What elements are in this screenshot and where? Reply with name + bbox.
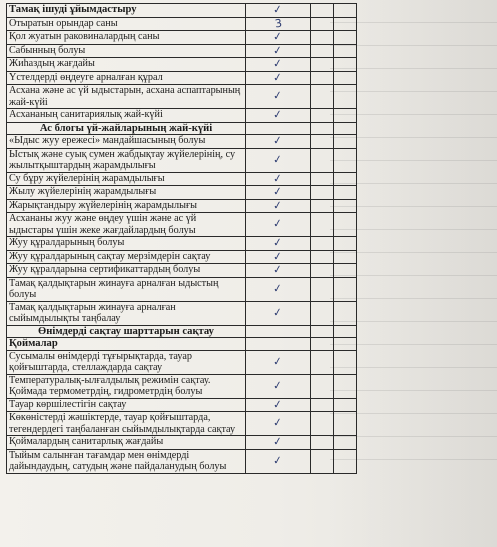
checklist-row [7, 71, 357, 85]
check-cell [246, 338, 311, 351]
section-header-row [7, 4, 357, 18]
handwritten-check-mark: ✓ [272, 197, 284, 213]
empty-cell [334, 31, 357, 45]
empty-cell [311, 85, 334, 109]
empty-cell [311, 31, 334, 45]
check-cell [246, 44, 311, 58]
criterion-label: Жуу құралдарының болуы [7, 237, 246, 251]
checklist-row [7, 264, 357, 278]
empty-cell [311, 148, 334, 172]
checklist-row [7, 350, 357, 374]
handwritten-check-mark: ✓ [272, 453, 284, 468]
criterion-label: Тамақ қалдықтарын жинауға арналған ыдыстың болуы [7, 277, 246, 301]
empty-cell [334, 17, 357, 31]
checklist-body [7, 4, 357, 474]
check-cell [246, 71, 311, 85]
empty-cell [311, 237, 334, 251]
criterion-label: Температуралық-ылғалдылық режимін сақтау. Қоймада термометрдің, гидрометрдің болуы [7, 374, 246, 398]
empty-cell [311, 338, 334, 351]
check-cell [246, 213, 311, 237]
handwritten-check-mark: ✓ [272, 29, 284, 44]
checklist-row [7, 31, 357, 45]
empty-cell [334, 325, 357, 338]
empty-cell [334, 436, 357, 450]
handwritten-entry: 3 [273, 16, 283, 30]
empty-cell [311, 122, 334, 135]
criterion-label: Көкөністерді жәшіктерде, тауар қойғыштарда, тегендердегі таңбаланған сыйымдылықтарда сақтау [7, 412, 246, 436]
empty-cell [311, 71, 334, 85]
check-cell [246, 301, 311, 325]
empty-cell [334, 122, 357, 135]
handwritten-check-mark: ✓ [272, 133, 284, 148]
checklist-row [7, 172, 357, 186]
checklist-row [7, 44, 357, 58]
section-title: Өнімдерді сақтау шарттарын сақтау [7, 325, 246, 338]
criterion-label: Қоймалардың санитарлық жағдайы [7, 436, 246, 450]
empty-cell [334, 277, 357, 301]
empty-cell [334, 449, 357, 473]
empty-cell [334, 237, 357, 251]
empty-cell [311, 449, 334, 473]
criterion-label: Сабынның болуы [7, 44, 246, 58]
checklist-row [7, 398, 357, 412]
empty-cell [334, 398, 357, 412]
check-cell [246, 135, 311, 149]
empty-cell [311, 436, 334, 450]
empty-cell [334, 135, 357, 149]
handwritten-check-mark: ✓ [272, 262, 284, 277]
section-header-row [7, 338, 357, 351]
criterion-label: Тыйым салынған тағамдар мен өнімдерді дайындаудың, сатудың және пайдаланудың болуы [7, 449, 246, 473]
handwritten-check-mark: ✓ [272, 434, 284, 449]
check-cell [246, 148, 311, 172]
handwritten-check-mark: ✓ [272, 235, 284, 250]
empty-cell [334, 109, 357, 123]
check-cell [246, 4, 311, 18]
section-title: Тамақ ішуді ұйымдастыру [7, 4, 246, 18]
empty-cell [311, 325, 334, 338]
checklist-row [7, 213, 357, 237]
empty-cell [334, 58, 357, 72]
empty-cell [334, 301, 357, 325]
checklist-row [7, 148, 357, 172]
handwritten-check-mark: ✓ [272, 88, 284, 103]
empty-cell [311, 350, 334, 374]
check-cell [246, 172, 311, 186]
empty-cell [334, 338, 357, 351]
handwritten-check-mark: ✓ [272, 248, 284, 264]
empty-cell [334, 350, 357, 374]
check-cell [246, 237, 311, 251]
empty-cell [311, 301, 334, 325]
criterion-label: Жылу жүйелерінің жарамдылығы [7, 186, 246, 200]
checklist-row [7, 250, 357, 264]
empty-cell [334, 85, 357, 109]
handwritten-check-mark: ✓ [272, 378, 284, 393]
check-cell [246, 250, 311, 264]
checklist-row [7, 237, 357, 251]
checklist-row [7, 199, 357, 213]
criterion-label: Асхананы жуу және өңдеу үшін және ас үй ыдыстары үшін жеке жағдайлардың болуы [7, 213, 246, 237]
empty-cell [334, 148, 357, 172]
checklist-row [7, 449, 357, 473]
check-cell [246, 412, 311, 436]
check-cell [246, 325, 311, 338]
empty-cell [334, 44, 357, 58]
empty-cell [334, 213, 357, 237]
empty-cell [311, 109, 334, 123]
empty-cell [311, 398, 334, 412]
checklist-row [7, 412, 357, 436]
empty-cell [311, 186, 334, 200]
section-header-row [7, 122, 357, 135]
criterion-label: Тауар көршілестігін сақтау [7, 398, 246, 412]
empty-cell [311, 58, 334, 72]
criterion-label: Жуу құралдарына сертификаттардың болуы [7, 264, 246, 278]
check-cell [246, 277, 311, 301]
empty-cell [311, 412, 334, 436]
criterion-label: Сусымалы өнімдерді тұғырықтарда, тауар қойғыштарда, стеллаждарда сақтау [7, 350, 246, 374]
empty-cell [311, 172, 334, 186]
empty-cell [334, 250, 357, 264]
check-cell [246, 122, 311, 135]
empty-cell [311, 199, 334, 213]
empty-cell [334, 71, 357, 85]
checklist-row [7, 186, 357, 200]
check-cell [246, 186, 311, 200]
checklist-row [7, 135, 357, 149]
handwritten-check-mark: ✓ [272, 152, 284, 167]
handwritten-check-mark: ✓ [272, 216, 284, 231]
criterion-label: Ыстық және суық сумен жабдықтау жүйелерінің, су жылытқыштардың жарамдылығы [7, 148, 246, 172]
handwritten-check-mark: ✓ [272, 305, 284, 320]
empty-cell [311, 17, 334, 31]
criterion-label: Жарықтандыру жүйелерінің жарамдылығы [7, 199, 246, 213]
criterion-label: Отыратын орындар саны [7, 17, 246, 31]
empty-cell [311, 374, 334, 398]
criterion-label: Қол жуатын раковиналардың саны [7, 31, 246, 45]
empty-cell [311, 250, 334, 264]
handwritten-check-mark: ✓ [272, 415, 284, 430]
empty-cell [311, 264, 334, 278]
check-cell [246, 264, 311, 278]
check-cell [246, 374, 311, 398]
handwritten-check-mark: ✓ [272, 107, 284, 122]
empty-cell [311, 277, 334, 301]
check-cell [246, 199, 311, 213]
criterion-label: Тамақ қалдықтарын жинауға арналған сыйымдылықты таңбалау [7, 301, 246, 325]
check-cell [246, 398, 311, 412]
empty-cell [334, 186, 357, 200]
handwritten-check-mark: ✓ [272, 170, 284, 186]
section-title: Ас блогы үй-жайларының жай-күйі [7, 122, 246, 135]
inspection-checklist-table [6, 3, 357, 474]
check-cell [246, 58, 311, 72]
criterion-label: Жиһаздың жағдайы [7, 58, 246, 72]
empty-cell [334, 172, 357, 186]
empty-cell [311, 213, 334, 237]
empty-cell [311, 4, 334, 18]
section-header-row [7, 325, 357, 338]
checklist-row [7, 85, 357, 109]
empty-cell [334, 4, 357, 18]
check-cell [246, 17, 311, 31]
checklist-row [7, 436, 357, 450]
handwritten-check-mark: ✓ [272, 396, 284, 412]
criterion-label: Асхана және ас үй ыдыстарын, асхана аспаптарының жай-күйі [7, 85, 246, 109]
checklist-row [7, 58, 357, 72]
checklist-row [7, 277, 357, 301]
empty-cell [334, 412, 357, 436]
checklist-row [7, 374, 357, 398]
empty-cell [334, 264, 357, 278]
check-cell [246, 109, 311, 123]
criterion-label: Үстелдерді өңдеуге арналған құрал [7, 71, 246, 85]
criterion-label: «Ыдыс жуу ережесі» мандайшасының болуы [7, 135, 246, 149]
handwritten-check-mark: ✓ [272, 354, 284, 369]
checklist-row [7, 109, 357, 123]
handwritten-check-mark: ✓ [272, 69, 284, 85]
empty-cell [334, 374, 357, 398]
handwritten-check-mark: ✓ [272, 184, 284, 199]
section-title: Қоймалар [7, 338, 246, 351]
criterion-label: Асхананың санитариялық жай-күйі [7, 109, 246, 123]
handwritten-check-mark: ✓ [272, 42, 284, 58]
checklist-row [7, 301, 357, 325]
empty-cell [311, 135, 334, 149]
handwritten-check-mark: ✓ [272, 2, 284, 17]
empty-cell [311, 44, 334, 58]
check-cell [246, 31, 311, 45]
criterion-label: Су бұру жүйелерінің жарамдылығы [7, 172, 246, 186]
check-cell [246, 85, 311, 109]
check-cell [246, 350, 311, 374]
criterion-label: Жуу құралдарының сақтау мерзімдерін сақтау [7, 250, 246, 264]
handwritten-check-mark: ✓ [272, 56, 284, 71]
checklist-row [7, 17, 357, 31]
empty-cell [334, 199, 357, 213]
check-cell [246, 436, 311, 450]
handwritten-check-mark: ✓ [272, 281, 284, 296]
check-cell [246, 449, 311, 473]
